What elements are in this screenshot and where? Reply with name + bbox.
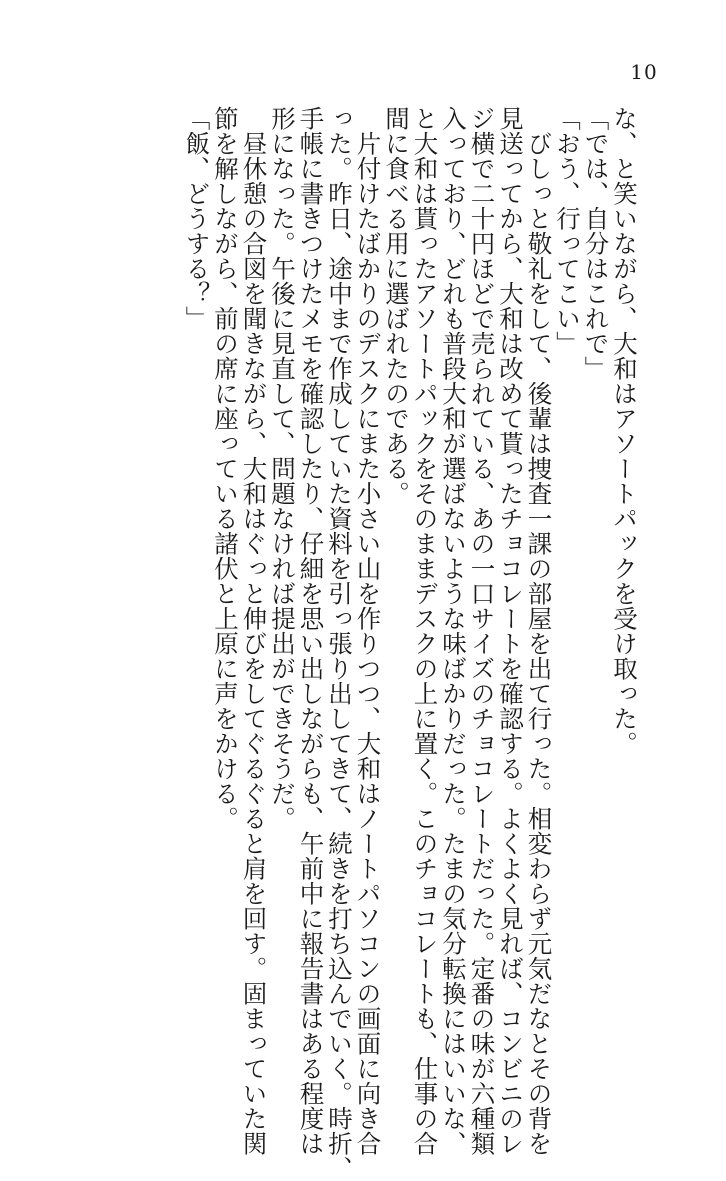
- text-line: びしっと敬礼をして、後輩は捜査一課の部屋を出て行った。相変わらず元気だなとその背を: [524, 106, 554, 1156]
- text-line: ジ横で二十円ほどで売られている、あの一口サイズのチョコレートだった。定番の味が六種類: [467, 106, 497, 1156]
- vertical-text-body: [68, 106, 639, 1181]
- text-line: 手帳に書きつけたメモを確認したり、仔細を思い出しながらも、午前中に報告書はある程度は: [296, 106, 326, 1156]
- text-line: 節を解しながら、前の席に座っている諸伏と上原に声をかける。: [211, 106, 240, 831]
- text-line: 「おう、行ってこい」: [553, 106, 582, 356]
- text-line: な、と笑いながら、大和はアソートパックを受け取った。: [610, 106, 639, 756]
- text-line: った。昨日、途中まで作成していた資料を引っ張り出してきて、続きを打ち込んでいく。時折、: [325, 106, 354, 1181]
- text-line: 「飯、どうする？」: [182, 106, 212, 331]
- text-line: と大和は貰ったアソートパックをそのままデスクの上に置く。このチョコレートも、仕事の合: [410, 106, 440, 1156]
- text-line: 「では、自分はこれで」: [581, 106, 611, 381]
- page-number: 10: [630, 60, 658, 84]
- text-line: 入っており、どれも普段大和が選ばないような味ばかりだった。たまの気分転換にはいいな、: [439, 106, 468, 1156]
- text-line: 間に食べる用に選ばれたのである。: [382, 106, 411, 506]
- text-line: 見送ってから、大和は改めて貰ったチョコレートを確認する。よくよく見れば、コンビニのレ: [496, 106, 525, 1156]
- text-line: 片付けたばかりのデスクにまた小さい山を作りつつ、大和はノートパソコンの画面に向き合: [353, 106, 383, 1156]
- text-line: 昼休憩の合図を聞きながら、大和はぐっと伸びをしてぐるぐると肩を回す。固まっていた関: [239, 106, 269, 1156]
- text-line: 形になった。午後に見直して、問題なければ提出ができそうだ。: [268, 106, 297, 831]
